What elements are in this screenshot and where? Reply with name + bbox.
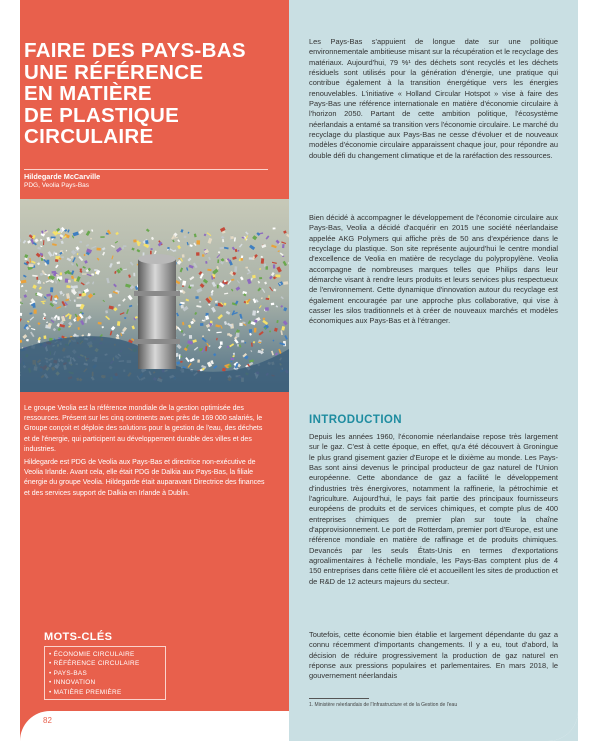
plastic-flake: [189, 335, 192, 339]
plastic-flake: [220, 247, 224, 250]
plastic-flake: [93, 293, 95, 295]
plastic-flake: [57, 276, 63, 280]
left-panel-curve: [20, 711, 289, 741]
plastic-flake: [96, 248, 100, 251]
keyword-item: • INNOVATION: [49, 678, 161, 687]
plastic-flake: [49, 275, 52, 278]
plastic-flake: [224, 303, 227, 306]
keyword-item: • PAYS-BAS: [49, 669, 161, 678]
introduction-heading: INTRODUCTION: [309, 414, 402, 426]
plastic-flake: [282, 256, 284, 257]
plastic-flake: [265, 266, 268, 269]
plastic-flake: [133, 273, 135, 277]
plastic-flake: [43, 335, 46, 339]
article-paragraph: Toutefois, cette économie bien établie et largement dépendante du gaz a connu récemment d'importants changements. Il y a eu, tout d'abord, la décision de réduire progressivement la production de gaz naturel en réponse aux pressions populaires et parlementaires. En mars 2018, le gouvernement néerlandais: [309, 630, 558, 681]
plastic-flake: [94, 269, 98, 271]
plastic-flake: [190, 285, 194, 287]
plastic-flake: [90, 238, 92, 240]
plastic-flake: [181, 305, 184, 309]
plastic-flake: [202, 254, 204, 256]
plastic-flake: [217, 259, 219, 263]
plastic-flake: [230, 236, 234, 239]
plastic-flake: [254, 328, 257, 333]
keyword-item: • RÉFÉRENCE CIRCULAIRE: [49, 659, 161, 668]
plastic-flake: [52, 271, 56, 274]
plastic-flake: [227, 333, 230, 336]
plastic-flake: [271, 303, 275, 306]
plastic-flake: [71, 289, 75, 292]
plastic-flake: [215, 304, 217, 306]
article-paragraph: Les Pays-Bas s'appuient de longue date sur une politique environnementale ambitieuse misant sur la récupération et le recyclage des matériaux. Aujourd'hui, 79 %¹ des déchets sont recyclés et les déchets résiduels sont utilisés pour la génération d'énergie, une pratique qui contribue également à la transition énergétique vers les énergies renouvelables. L'initiative « Holland Circular Hotspot » vise à faire des Pays-Bas une référence internationale en matière d'économie circulaire à l'horizon 2050. Partant de cette ambition politique, l'écosystème néerlandais a entamé sa transition vers l'économie circulaire. Le marché du recyclage du plastique aux Pays-Bas ne cesse d'évoluer et de nouveaux modèles d'économie circulaire apparaissent chaque jour, pour répondre au double défi du changement climatique et de la raréfaction des ressources.: [309, 37, 558, 160]
plastic-flake: [145, 240, 148, 244]
keywords-heading: MOTS-CLÉS: [44, 631, 113, 643]
plastic-flake: [60, 272, 62, 275]
plastic-flake: [57, 316, 60, 320]
plastic-flake: [236, 333, 240, 338]
plastic-flake: [20, 313, 22, 316]
plastic-flake: [200, 323, 204, 326]
article-paragraph: Depuis les années 1960, l'économie néerlandaise repose très largement sur le gaz. C'est à cette époque, en effet, qu'a été découvert à Groningue le plus grand gisement gazier d'Europe et le dixième au monde. Les Pays-Bas sont ainsi devenus le principal producteur de gaz naturel de l'Union européenne. Cette abondance de gaz a facilité le développement d'industries très énergivores, notamment la raffinerie, la pétrochimie et l'agriculture. Aujourd'hui, le pays fait partie des principaux fournisseurs européens de produits et de services chimiques, et compte plus de 400 entreprises chimiques de premier plan sur toute la chaîne d'approvisionnement. Le port de Rotterdam, premier port d'Europe, est une référence mondiale en matière de raffinage et de produits chimiques. Devancés par les seuls États-Unis en termes d'exportations agroalimentaires à l'échelle mondiale, les Pays-Bas comptent plus de 4 150 entreprises dans cette filière clé et accueillent les sites de production et de R&D de 12 acteurs majeurs du secteur.: [309, 432, 558, 586]
plastic-flake: [122, 247, 124, 250]
plastic-flake: [269, 331, 271, 333]
plastic-flake: [82, 273, 87, 274]
plastic-flake: [182, 254, 185, 257]
bio-paragraph: Le groupe Veolia est la référence mondiale de la gestion optimisée des ressources. Présent sur les cinq continents avec près de 169 000 salariés, le Groupe conçoit et déploie des solutions pour la gestion de l'eau, des déchets et de l'énergie, qui participent au développement durable des villes et des industries.: [24, 405, 263, 453]
plastic-flake: [65, 306, 67, 307]
plastic-flake: [197, 359, 200, 362]
plastic-flake: [133, 239, 136, 242]
plastic-flake: [282, 244, 285, 248]
footnote-divider: [309, 698, 369, 699]
plastic-flake: [261, 258, 264, 263]
title-divider: [24, 169, 268, 170]
plastic-flake: [79, 241, 82, 243]
plastic-flake: [241, 258, 244, 261]
plastic-flake: [258, 342, 261, 343]
author-name: Hildegarde McCarville: [24, 172, 101, 181]
plastic-flake: [184, 236, 187, 239]
keyword-item: • ÉCONOMIE CIRCULAIRE: [49, 650, 161, 659]
plastic-flake: [220, 341, 223, 344]
plastic-flake: [100, 236, 104, 238]
recycling-photo: [20, 199, 289, 392]
plastic-flake: [233, 353, 235, 355]
plastic-flake: [195, 296, 198, 299]
plastic-flake: [241, 340, 244, 342]
plastic-flake: [265, 307, 269, 311]
plastic-flake: [34, 309, 37, 313]
keyword-item: • MATIÈRE PREMIÈRE: [49, 688, 161, 697]
article-title: FAIRE DES PAYS-BAS UNE RÉFÉRENCE EN MATIÈRE DE PLASTIQUE CIRCULAIRE: [24, 39, 246, 148]
plastic-flake: [38, 281, 41, 284]
plastic-flake: [249, 329, 253, 333]
page-number: 82: [43, 716, 52, 725]
right-panel-curve: [289, 711, 578, 741]
plastic-flake: [29, 264, 34, 267]
bio-paragraph: Hildegarde est PDG de Veolia aux Pays-Bas et directrice non-exécutive de Veolia Irlande. Avant cela, elle était PDG de Dalkia aux Pays-Bas, la filiale énergie du groupe Veolia. Hildegarde était auparavant Directrice des finances et des services support de Dalkia en Irlande à Dublin.: [24, 459, 265, 497]
plastic-flake: [273, 228, 276, 230]
plastic-flake: [61, 256, 64, 258]
plastic-flake: [65, 279, 69, 283]
plastic-flake: [275, 275, 280, 278]
plastic-flake: [259, 277, 262, 279]
plastic-flake: [283, 281, 288, 285]
plastic-flake: [245, 267, 248, 269]
plastic-flake: [210, 321, 212, 323]
plastic-flake: [58, 254, 61, 256]
author-role: PDG, Veolia Pays-Bas: [24, 182, 90, 189]
plastic-flake: [252, 310, 256, 315]
plastic-flake: [199, 301, 201, 303]
plastic-flake: [84, 254, 86, 256]
plastic-flake: [51, 237, 56, 239]
company-and-author-bio: [24, 404, 268, 502]
plastic-flake: [68, 280, 71, 283]
plastic-flake: [239, 323, 242, 326]
keywords-box: [44, 646, 166, 700]
plastic-flake: [78, 327, 80, 330]
plastic-flake: [150, 251, 152, 255]
plastic-flake: [77, 297, 82, 299]
plastic-flake: [78, 291, 81, 294]
plastic-flake: [196, 252, 199, 255]
article-paragraph: Bien décidé à accompagner le développement de l'économie circulaire aux Pays-Bas, Veolia a décidé d'acquérir en 2015 une société néerlandaise appelée AKG Polymers qui affiche près de 50 ans d'expérience dans le recyclage du plastique. Son site représente aujourd'hui le centre mondial d'excellence de Veolia en matière de recyclage du polypropylène. Veolia accompagne de nombreuses marques telles que Philips dans leur démarche visant à rendre leurs produits et leurs services plus respectueux de l'environnement. Cette dynamique d'innovation autour du recyclage est également encouragée par une approche plus collaborative, qui vise à casser les silos traditionnels et à créer de nouveaux marchés et modèles économiques aux Pays-Bas et à l'étranger.: [309, 213, 558, 326]
plastic-flake: [117, 321, 120, 326]
plastic-flake: [273, 265, 275, 269]
plastic-flake: [196, 240, 200, 244]
plastic-flake: [50, 287, 53, 292]
plastic-flake: [79, 293, 82, 296]
plastic-flake: [217, 285, 219, 289]
footnote: 1. Ministère néerlandais de l'Infrastructure et de la Gestion de l'eau: [309, 702, 458, 708]
